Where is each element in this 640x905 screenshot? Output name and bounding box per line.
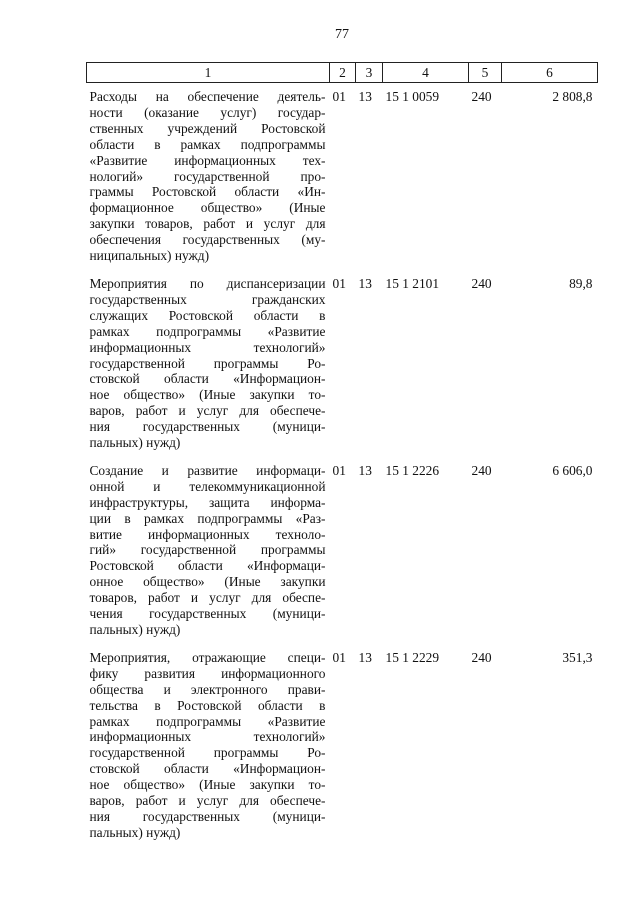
description-line: ции в рамках подпрограммы «Раз-: [89, 510, 326, 526]
row-section: 01: [332, 89, 346, 104]
row-subsection: 13: [358, 462, 372, 478]
description-line: государственной программы Ро-: [89, 355, 326, 371]
description-line: фику развития информационного: [89, 665, 326, 681]
description-line: Создание и развитие информаци-: [89, 462, 326, 478]
header-cell-2: 2: [330, 63, 356, 83]
budget-table: [86, 62, 598, 847]
description-line: онное общество» (Иные закупки: [89, 574, 326, 590]
table-row: [87, 83, 598, 270]
description-line: рамках подпрограммы «Развитие: [89, 323, 326, 339]
description-line: Ростовской области «Информаци-: [89, 558, 326, 574]
description-line: Расходы на обеспечение деятель-: [89, 89, 326, 104]
description-line: ственных учреждений Ростовской: [89, 120, 326, 136]
header-cell-3: 3: [356, 63, 383, 83]
description-line: пальных) нужд): [89, 435, 181, 451]
row-expense-type: 240: [471, 462, 492, 478]
description-line: тельства в Ростовской области в: [89, 697, 326, 713]
description-line: «Развитие информационных тех-: [89, 152, 326, 168]
description-line: информационных технологий»: [89, 729, 326, 745]
description-line: пальных) нужд): [89, 622, 181, 637]
description-line: государственных гражданских: [89, 291, 326, 307]
description-line: нологий» государственной про-: [89, 168, 326, 184]
row-description: [87, 457, 330, 644]
row-amount: 6 606,0: [552, 462, 593, 478]
description-line: онной и телекоммуникационной: [89, 478, 326, 494]
description-line: области в рамках подпрограммы: [89, 136, 326, 152]
row-section: 01: [332, 462, 346, 478]
row-target-code: 15 1 2226: [385, 462, 440, 478]
header-cell-4: 4: [383, 63, 469, 83]
row-expense-type: 240: [471, 649, 492, 665]
description-line: ности (оказание услуг) государ-: [89, 104, 326, 120]
row-target-code: 15 1 2101: [385, 275, 440, 291]
description-line: инфраструктуры, защита информа-: [89, 494, 326, 510]
description-line: ниципальных) нужд): [89, 248, 210, 264]
row-amount: 2 808,8: [552, 89, 593, 104]
description-line: ное общество» (Иные закупки то-: [89, 387, 326, 403]
row-description: [87, 644, 330, 847]
description-line: формационное общество» (Иные: [89, 200, 326, 216]
table-row: [87, 644, 598, 847]
description-line: витие информационных техноло-: [89, 526, 326, 542]
description-line: государственной программы Ро-: [89, 745, 326, 761]
description-line: стовской области «Информацион-: [89, 371, 326, 387]
description-line: служащих Ростовской области в: [89, 307, 326, 323]
description-line: ное общество» (Иные закупки то-: [89, 777, 326, 793]
row-target-code: 15 1 2229: [385, 649, 440, 665]
description-line: пальных) нужд): [89, 824, 181, 840]
row-expense-type: 240: [471, 275, 492, 291]
row-section: 01: [332, 275, 346, 291]
row-amount: 351,3: [562, 649, 593, 665]
description-line: гий» государственной программы: [89, 542, 326, 558]
row-amount: 89,8: [569, 275, 593, 291]
description-line: обеспечения государственных (му-: [89, 232, 326, 248]
row-subsection: 13: [358, 275, 372, 291]
row-target-code: 15 1 0059: [385, 89, 440, 104]
row-subsection: 13: [358, 89, 372, 104]
row-description: [87, 270, 330, 457]
table-row: [87, 457, 598, 644]
description-line: варов, работ и услуг для обеспече-: [89, 793, 326, 809]
description-line: общества и электронного прави-: [89, 681, 326, 697]
table-body: [87, 83, 598, 847]
description-line: стовской области «Информацион-: [89, 761, 326, 777]
description-line: чения государственных (муници-: [89, 606, 326, 622]
description-line: закупки товаров, работ и услуг для: [89, 216, 326, 232]
description-line: граммы Ростовской области «Ин-: [89, 184, 326, 200]
description-line: Мероприятия по диспансеризации: [89, 275, 326, 291]
header-cell-1: 1: [87, 63, 330, 83]
row-expense-type: 240: [471, 89, 492, 104]
description-line: информационных технологий»: [89, 339, 326, 355]
page-number: 77: [335, 27, 349, 42]
row-description: [87, 83, 330, 270]
table-row: [87, 270, 598, 457]
header-row: [87, 63, 598, 83]
header-cell-6: 6: [502, 63, 598, 83]
row-subsection: 13: [358, 649, 372, 665]
description-line: Мероприятия, отражающие специ-: [89, 649, 326, 665]
header-cell-5: 5: [469, 63, 502, 83]
description-line: товаров, работ и услуг для обеспе-: [89, 590, 326, 606]
description-line: варов, работ и услуг для обеспече-: [89, 403, 326, 419]
description-line: ния государственных (муници-: [89, 419, 326, 435]
row-section: 01: [332, 649, 346, 665]
description-line: рамках подпрограммы «Развитие: [89, 713, 326, 729]
description-line: ния государственных (муници-: [89, 808, 326, 824]
